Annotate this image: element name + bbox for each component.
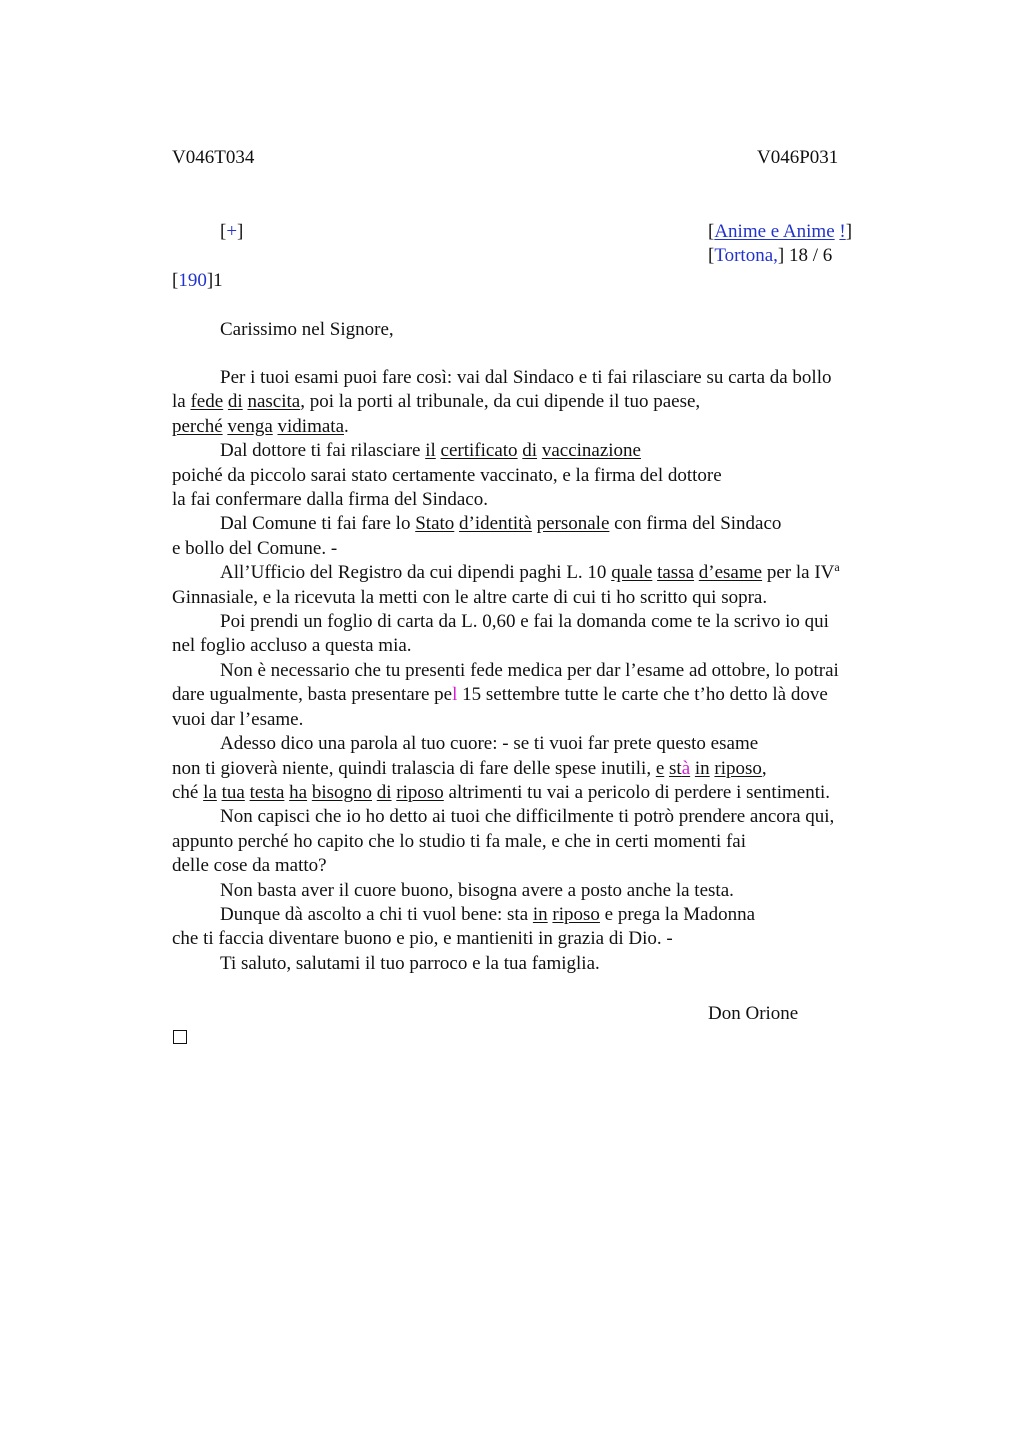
body-line: Adesso dico una parola al tuo cuore: - se ti vuoi far prete questo esame: [220, 733, 759, 755]
body-line: la fai confermare dalla firma del Sindaco.: [172, 489, 488, 511]
body-line: Dunque dà ascolto a chi ti vuol bene: sta in riposo e prega la Madonna: [220, 903, 756, 925]
header-left-code: V046T034: [172, 147, 255, 168]
body-line: vuoi dar l’esame.: [172, 708, 304, 730]
header-right-code: V046P031: [757, 147, 839, 168]
body-line: Non basta aver il cuore buono, bisogna avere a posto anche la testa.: [220, 879, 734, 901]
body-line: appunto perché ho capito che lo studio ti fa male, e che in certi momenti fai: [172, 830, 747, 852]
salutation: Carissimo nel Signore,: [220, 319, 394, 340]
body-line: Ginnasiale, e la ricevuta la metti con le altre carte di cui ti ho scritto qui sopra.: [172, 586, 768, 608]
place-link[interactable]: Tortona,: [714, 245, 778, 266]
exclamation-link[interactable]: !: [839, 221, 846, 242]
place-date: [Tortona,] 18 / 6: [708, 245, 833, 266]
body-line: non ti gioverà niente, quindi tralascia di fare delle spese inutili, e stà in riposo,: [172, 757, 767, 779]
body-line: All’Ufficio del Registro da cui dipendi paghi L. 10 quale tassa d’esame per la $IV^a$: [220, 560, 840, 584]
body-line: delle cose da matto?: [172, 855, 327, 877]
letter-body: [172, 366, 912, 976]
body-line: Dal dottore ti fai rilasciare il certificato di vaccinazione: [220, 440, 641, 462]
body-line: Ti saluto, salutami il tuo parroco e la tua famiglia.: [220, 952, 600, 974]
body-line: nel foglio accluso a questa mia.: [172, 635, 412, 657]
end-box-icon: [173, 1030, 187, 1044]
body-line: la fede di nascita, poi la porti al tribunale, da cui dipende il tuo paese,: [172, 391, 701, 413]
body-line: dare ugualmente, basta presentare pel 15 settembre tutte le carte che t’ho detto là dove: [172, 684, 828, 706]
body-line: poiché da piccolo sarai stato certamente vaccinato, e la firma del dottore: [172, 464, 722, 486]
plus-reference: [+]: [220, 221, 244, 242]
signature: Don Orione: [708, 1003, 799, 1024]
body-line: Dal Comune ti fai fare lo Stato d’identità personale con firma del Sindaco: [220, 513, 782, 535]
body-line: Non capisci che io ho detto ai tuoi che difficilmente ti potrò prendere ancora qui,: [220, 806, 835, 828]
year-suffix: 1: [213, 270, 223, 291]
letter-date: 18 / 6: [788, 245, 833, 266]
year-reference: [190]1: [172, 270, 223, 291]
body-line: che ti faccia diventare buono e pio, e mantieniti in grazia di Dio. -: [172, 928, 673, 950]
year-link[interactable]: 190: [178, 270, 207, 291]
title-reference: [Anime e Anime !]: [708, 221, 853, 242]
body-line: Poi prendi un foglio di carta da L. 0,60 e fai la domanda come te la scrivo io qui: [220, 611, 829, 633]
body-line: Per i tuoi esami puoi fare così: vai dal Sindaco e ti fai rilasciare su carta da bollo: [220, 367, 832, 388]
body-line: Non è necessario che tu presenti fede medica per dar l’esame ad ottobre, lo potrai: [220, 659, 839, 681]
anime-e-anime-link[interactable]: Anime e Anime: [714, 221, 835, 242]
body-line: e bollo del Comune. -: [172, 537, 338, 559]
body-line: ché la tua testa ha bisogno di riposo altrimenti tu vai a pericolo di perdere i sentimenti.: [172, 781, 831, 803]
plus-link[interactable]: +: [226, 221, 238, 242]
body-line: perché venga vidimata.: [172, 415, 349, 437]
